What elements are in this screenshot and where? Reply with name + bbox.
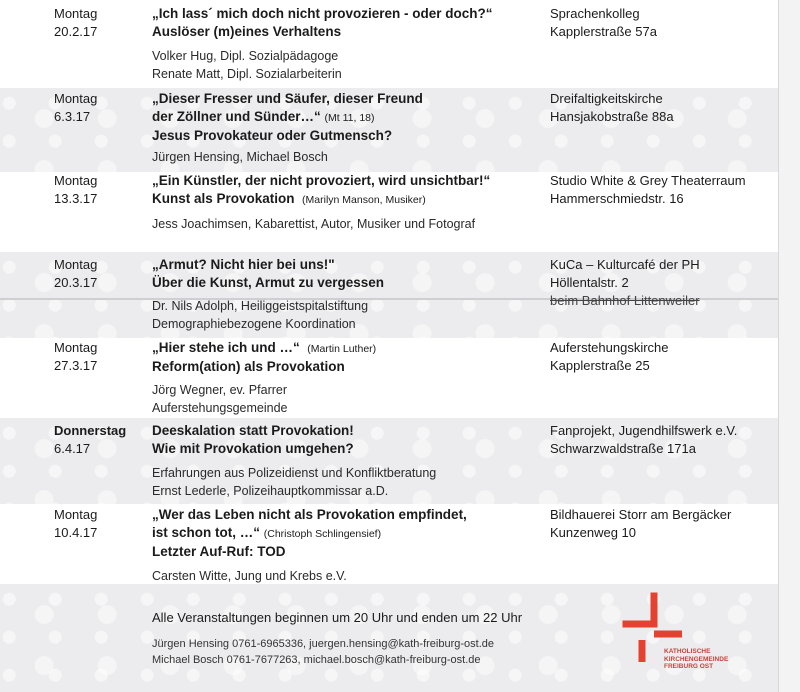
title-citation: (Martin Luther)	[307, 343, 377, 355]
event-venue	[550, 339, 775, 375]
event-weekday: Montag	[54, 6, 98, 21]
speaker-line: Renate Matt, Dipl. Sozialarbeiterin	[152, 67, 342, 81]
title-line: „Ich lass´ mich doch nicht provozieren - oder doch?“	[152, 6, 493, 21]
event-day	[54, 506, 97, 542]
title-line: „Wer das Leben nicht als Provokation empfindet,	[152, 507, 467, 522]
event-date: 6.3.17	[54, 109, 91, 124]
logo-text-line: KATHOLISCHE	[664, 648, 711, 655]
speaker-line: Ernst Lederle, Polizeihauptkommissar a.D.	[152, 484, 389, 498]
venue-line: Sprachenkolleg	[550, 6, 640, 21]
event-venue	[550, 90, 775, 126]
event-speakers	[152, 567, 542, 585]
event-weekday: Montag	[54, 340, 98, 355]
logo-text-line: KIRCHENGEMEINDE	[664, 655, 729, 663]
event-date: 27.3.17	[54, 358, 98, 373]
event-weekday: Montag	[54, 173, 98, 188]
event-venue	[550, 256, 775, 310]
event-venue	[550, 5, 775, 41]
logo-text-line: FREIBURG OST	[664, 663, 714, 670]
venue-line: Hammerschmiedstr. 16	[550, 191, 684, 206]
speaker-line: Dr. Nils Adolph, Heiliggeistspitalstiftung	[152, 299, 369, 313]
event-speakers	[152, 381, 542, 417]
event-speakers	[152, 148, 542, 166]
title-line: „Armut? Nicht hier bei uns!"	[152, 257, 335, 272]
title-line: Wie mit Provokation umgehen?	[152, 441, 354, 456]
event-day	[54, 256, 97, 292]
venue-line: Höllentalstr. 2	[550, 275, 629, 290]
event-weekday: Donnerstag	[54, 423, 127, 438]
venue-line: Kapplerstraße 25	[550, 358, 650, 373]
event-title	[152, 172, 542, 209]
event-title	[152, 422, 542, 458]
title-citation: (Marilyn Manson, Musiker)	[302, 194, 426, 206]
venue-line: Fanprojekt, Jugendhilfswerk e.V.	[550, 423, 738, 438]
schedule-note: Alle Veranstaltungen beginnen um 20 Uhr und enden um 22 Uhr	[152, 610, 523, 625]
title-line: Auslöser (m)eines Verhaltens	[152, 24, 342, 39]
page-edge	[778, 0, 800, 692]
event-venue	[550, 506, 775, 542]
event-title	[152, 339, 542, 376]
title-line: Deeskalation statt Provokation!	[152, 423, 354, 438]
event-title	[152, 90, 542, 145]
speaker-line: Jürgen Hensing, Michael Bosch	[152, 150, 328, 164]
event-date: 13.3.17	[54, 191, 98, 206]
event-weekday: Montag	[54, 91, 98, 106]
event-speakers	[152, 47, 542, 83]
event-speakers	[152, 464, 542, 500]
title-line: „Hier stehe ich und …“	[152, 340, 300, 355]
title-citation: (Mt 11, 18)	[324, 112, 375, 124]
event-day	[54, 5, 97, 41]
title-line: ist schon tot, …“	[152, 525, 260, 540]
speaker-line: Auferstehungsgemeinde	[152, 401, 288, 415]
title-line: „Ein Künstler, der nicht provoziert, wird unsichtbar!“	[152, 173, 491, 188]
contact-line: Michael Bosch 0761-7677263, michael.bosch@kath-freiburg-ost.de	[152, 654, 481, 666]
contact-line: Jürgen Hensing 0761-6965336, juergen.hensing@kath-freiburg-ost.de	[152, 638, 495, 650]
speaker-line: Jess Joachimsen, Kabarettist, Autor, Musiker und Fotograf	[152, 217, 476, 231]
venue-line: Bildhauerei Storr am Bergäcker	[550, 507, 732, 522]
parish-logo-text	[664, 648, 728, 671]
event-title	[152, 5, 542, 41]
venue-line: Schwarzwaldstraße 171a	[550, 441, 696, 456]
event-speakers	[152, 215, 542, 233]
event-day	[54, 172, 97, 208]
venue-line: Kunzenweg 10	[550, 525, 637, 540]
title-line: Über die Kunst, Armut zu vergessen	[152, 275, 385, 290]
event-date: 6.4.17	[54, 441, 91, 456]
speaker-line: Jörg Wegner, ev. Pfarrer	[152, 383, 288, 397]
title-line: Reform(ation) als Provokation	[152, 359, 345, 374]
venue-line: Hansjakobstraße 88a	[550, 109, 674, 124]
event-date: 20.2.17	[54, 24, 98, 39]
venue-line: beim Bahnhof Littenweiler	[550, 293, 700, 308]
venue-line: KuCa – Kulturcafé der PH	[550, 257, 700, 272]
title-line: Jesus Provokateur oder Gutmensch?	[152, 128, 393, 143]
event-day	[54, 339, 97, 375]
event-venue	[550, 422, 775, 458]
event-day	[54, 90, 97, 126]
title-citation: (Christoph Schlingensief)	[263, 528, 382, 540]
title-line: „Dieser Fresser und Säufer, dieser Freund	[152, 91, 423, 106]
speaker-line: Volker Hug, Dipl. Sozialpädagoge	[152, 49, 339, 63]
speaker-line: Erfahrungen aus Polizeidienst und Konfliktberatung	[152, 466, 437, 480]
event-venue	[550, 172, 775, 208]
logo-mark	[626, 596, 654, 624]
event-day	[54, 422, 126, 458]
event-weekday: Montag	[54, 257, 98, 272]
event-date: 10.4.17	[54, 525, 98, 540]
venue-line: Studio White & Grey Theaterraum	[550, 173, 746, 188]
event-title	[152, 506, 542, 561]
title-line: Letzter Auf-Ruf: TOD	[152, 544, 286, 559]
venue-line: Kapplerstraße 57a	[550, 24, 657, 39]
event-title	[152, 256, 542, 292]
event-speakers	[152, 297, 542, 333]
venue-line: Auferstehungskirche	[550, 340, 669, 355]
event-weekday: Montag	[54, 507, 98, 522]
speaker-line: Demographiebezogene Koordination	[152, 317, 356, 331]
title-line: der Zöllner und Sünder…“	[152, 109, 321, 124]
speaker-line: Carsten Witte, Jung und Krebs e.V.	[152, 569, 347, 583]
title-line: Kunst als Provokation	[152, 191, 295, 206]
venue-line: Dreifaltigkeitskirche	[550, 91, 663, 106]
event-date: 20.3.17	[54, 275, 98, 290]
